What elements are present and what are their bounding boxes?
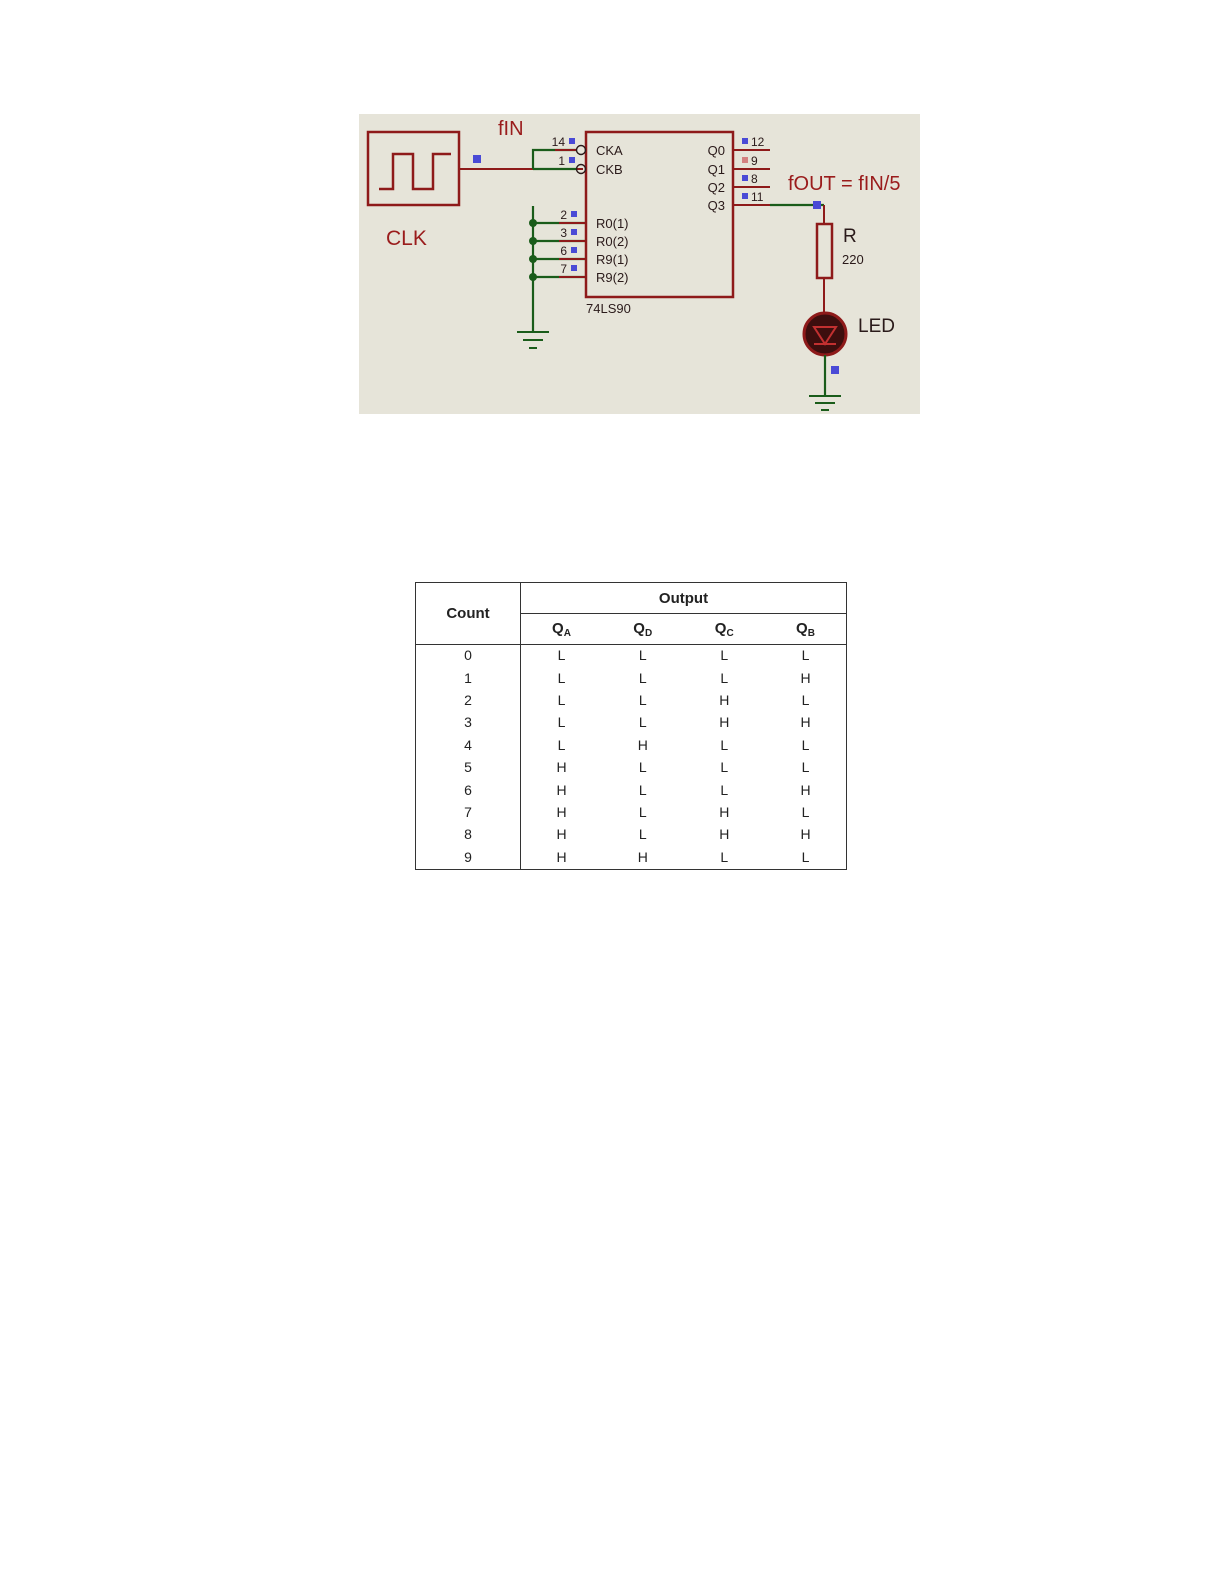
output-cell: H [556,826,567,843]
pin-number-r91: 6 [560,244,567,258]
count-cell: 8 [416,824,521,846]
pin-number-r01: 2 [560,208,567,222]
pin-number-r92: 7 [560,262,567,276]
table-row [416,645,847,668]
count-cell: 3 [416,712,521,734]
ic-name: 74LS90 [586,301,631,316]
output-cell: L [638,647,647,664]
count-cell: 6 [416,779,521,801]
output-cell: L [638,759,647,776]
table-row [416,824,847,846]
table-row [416,712,847,734]
pin-name-ckb: CKB [596,162,623,177]
output-cell: H [800,669,811,686]
output-cell: H [637,848,648,865]
output-cell: L [801,804,810,821]
column-header-letter: Q [796,619,808,637]
resistor-value: 220 [842,252,864,267]
pin-name-q2: Q2 [707,180,725,195]
pin-number-q1: 9 [751,154,758,168]
table-row [416,802,847,824]
pin-name-r02: R0(2) [596,234,629,249]
clock-source [368,132,459,205]
column-header-subscript: A [563,627,571,639]
output-cell: L [720,736,729,753]
pin-name-q0: Q0 [707,143,725,158]
column-header [765,614,847,645]
column-header [521,614,603,645]
count-cell: 5 [416,757,521,779]
pin-number-q3: 11 [751,190,764,204]
count-header: Count [416,583,521,645]
table-row [416,735,847,757]
pin-name-q3: Q3 [707,198,725,213]
output-cell: L [557,692,566,709]
led-pin-marker [831,366,839,374]
clock-pin-marker [473,155,481,163]
count-cell: 4 [416,735,521,757]
pin-number-q0: 12 [751,135,765,149]
led-label: LED [858,316,895,337]
pin-name-r01: R0(1) [596,216,629,231]
clock-label: CLK [386,227,427,250]
pin-number-r02: 3 [560,226,567,240]
output-cell: L [720,669,729,686]
output-cell: L [720,848,729,865]
count-cell: 9 [416,847,521,870]
output-cell: L [557,647,566,664]
output-cell: H [800,714,811,731]
resistor-body [817,224,832,278]
table-row [416,779,847,801]
pin-number-ckb: 1 [558,154,565,168]
column-header-subscript: C [726,627,734,639]
output-cell: H [719,826,730,843]
table-row [416,847,847,870]
output-cell: L [720,647,729,664]
output-cell: H [556,804,567,821]
output-cell: L [801,848,810,865]
output-cell: L [638,714,647,731]
column-header-letter: Q [552,619,564,637]
table-body [416,645,847,870]
output-cell: H [800,781,811,798]
column-header [602,614,684,645]
counter-schematic [359,114,920,414]
column-header-letter: Q [633,619,645,637]
output-cell: H [719,804,730,821]
pin-name-cka: CKA [596,143,623,158]
output-cell: H [800,826,811,843]
table-row [416,757,847,779]
output-cell: H [719,692,730,709]
output-cell: L [638,781,647,798]
count-cell: 0 [416,645,521,668]
table-row [416,667,847,689]
pin-number-cka: 14 [551,135,565,149]
output-cell: L [638,692,647,709]
output-cell: H [637,736,648,753]
pin-name-r92: R9(2) [596,270,629,285]
column-header-subscript: B [807,627,815,639]
output-cell: L [720,781,729,798]
output-cell: L [638,826,647,843]
column-header-letter: Q [714,619,727,637]
output-cell: L [720,759,729,776]
output-cell: L [638,804,647,821]
pin-name-q1: Q1 [707,162,725,177]
output-cell: L [801,647,810,664]
count-cell: 7 [416,802,521,824]
count-cell: 1 [416,667,521,689]
column-header [684,614,766,645]
output-cell: L [557,669,566,686]
output-cell: H [556,781,567,798]
output-cell: L [801,692,810,709]
count-cell: 2 [416,690,521,712]
output-cell: L [557,736,566,753]
output-cell: L [801,736,810,753]
fout-label: fOUT = fIN/5 [788,173,901,195]
led-icon [804,313,846,355]
output-cell: H [556,759,567,776]
output-header: Output [521,583,847,614]
output-cell: L [638,669,647,686]
output-cell: L [557,714,566,731]
column-header-subscript: D [644,627,653,639]
table-row [416,690,847,712]
output-cell: H [556,848,567,865]
output-cell: H [719,714,730,731]
output-cell: L [801,759,810,776]
bcd-count-truth-table [415,582,847,870]
pin-number-q2: 8 [751,172,758,186]
fin-label: fIN [498,118,524,140]
resistor-label: R [843,226,857,247]
output-pin-marker [813,201,821,209]
pin-name-r91: R9(1) [596,252,629,267]
